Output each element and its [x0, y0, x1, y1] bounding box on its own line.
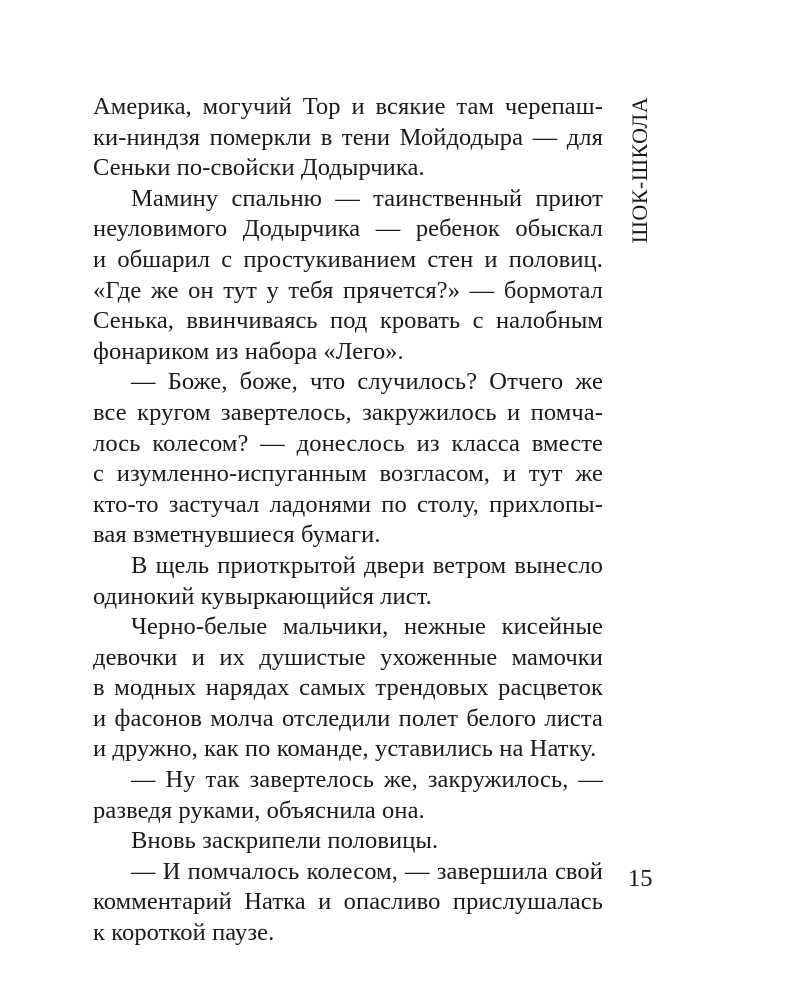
text-line: вая взметнувшиеся бумаги.	[93, 521, 381, 549]
text-line: Сеньки по-свойски Додырчика.	[93, 154, 425, 182]
text-line: — Ну так завертелось же, закружилось, —	[131, 766, 603, 794]
text-line: в модных нарядах самых трендовых расцветок	[93, 674, 603, 702]
text-line: комментарий Натка и опасливо прислушалась	[93, 888, 603, 916]
text-line: Мамину спальню — таинственный приют	[131, 184, 603, 212]
text-line: с изумленно-испуганным возгласом, и тут же	[93, 460, 603, 488]
text-line: Черно-белые мальчики, нежные кисейные	[131, 613, 603, 641]
text-line: лось колесом? — донеслось из класса вместе	[93, 429, 603, 457]
text-line: одинокий кувыркающийся лист.	[93, 582, 432, 610]
text-line: Сенька, ввинчиваясь под кровать с налобным	[93, 307, 603, 335]
running-head-title: ШОК-ШКОЛА	[627, 96, 652, 244]
text-line: — Боже, боже, что случилось? Отчего же	[131, 368, 603, 396]
text-line: разведя руками, объяснила она.	[93, 796, 425, 824]
text-line: — И помчалось колесом, — завершила свой	[131, 857, 603, 885]
text-line: ки-ниндзя померкли в тени Мойдодыра — для	[93, 123, 603, 151]
text-line: Америка, могучий Тор и всякие там черепаш-	[93, 93, 603, 120]
text-line: и дружно, как по команде, уставились на Натку.	[93, 735, 597, 763]
text-line: все кругом завертелось, закружилось и помча-	[93, 398, 603, 426]
running-head	[615, 95, 665, 245]
text-line: «Где же он тут у тебя прячется?» — бормотал	[93, 276, 603, 304]
text-line: Вновь заскрипели половицы.	[131, 827, 439, 855]
text-line: В щель приоткрытой двери ветром вынесло	[131, 551, 603, 579]
text-line: неуловимого Додырчика — ребенок обыскал	[93, 215, 603, 243]
text-line: фонариком из набора «Лего».	[93, 337, 404, 365]
body-text	[93, 92, 603, 949]
text-line: и фасонов молча отследили полет белого листа	[93, 704, 603, 732]
text-line: кто-то застучал ладонями по столу, прихлопы-	[93, 490, 603, 518]
page-number: 15	[628, 865, 653, 892]
text-line: и обшарил с простукиванием стен и половиц.	[93, 245, 603, 273]
text-line: к короткой паузе.	[93, 919, 275, 947]
text-line: девочки и их душистые ухоженные мамочки	[93, 643, 603, 671]
